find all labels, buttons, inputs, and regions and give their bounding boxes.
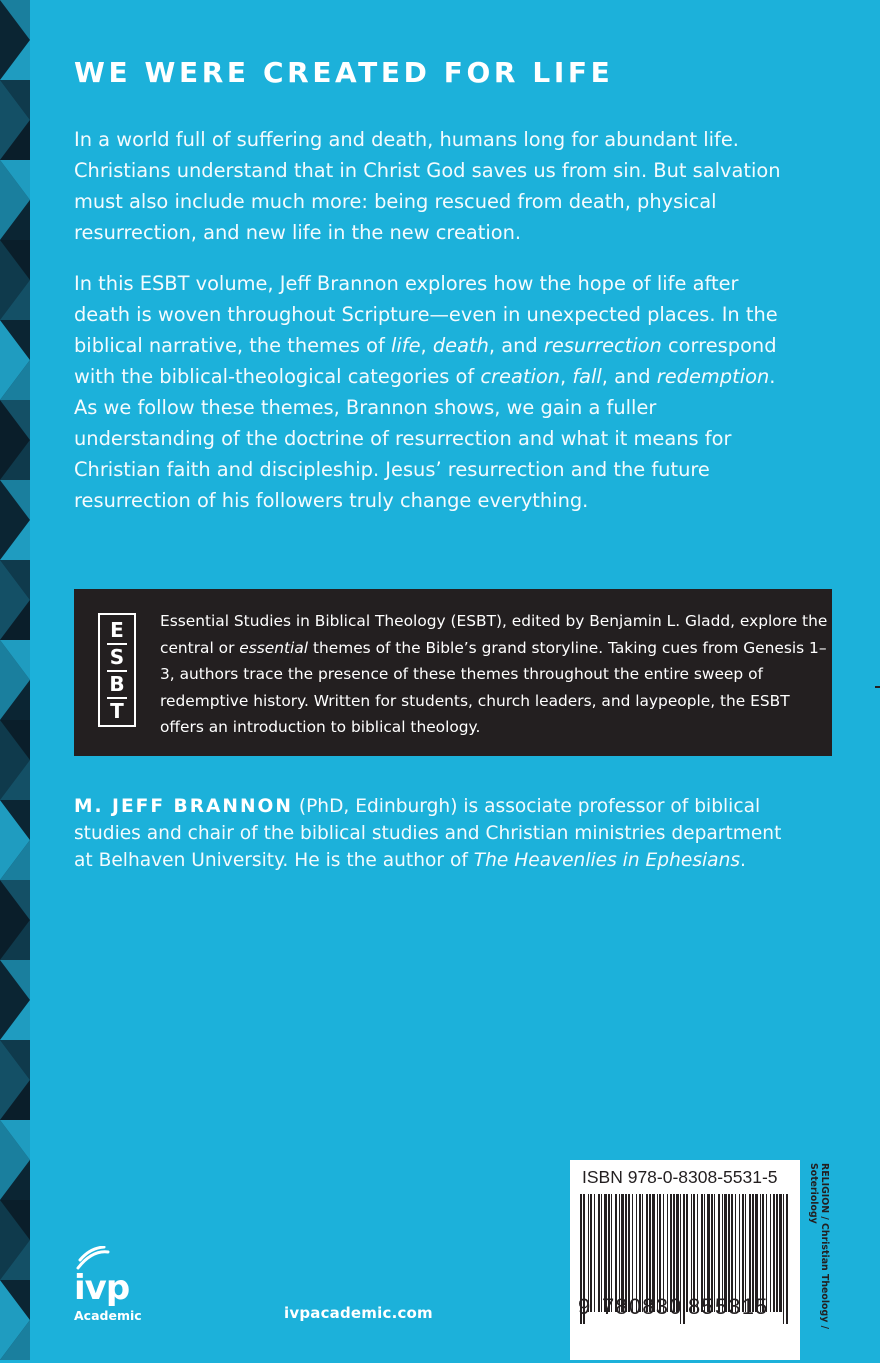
esbt-logo	[98, 613, 136, 727]
isbn-number: ISBN 978-0-8308-5531-5	[582, 1167, 778, 1187]
publisher-logo	[74, 1246, 144, 1326]
description-paragraph-1: In a world full of suffering and death, humans long for abundant life. Christians understand that in Christ God saves us from sin. But salvation must also include much more: being rescued from death, physical resurrection, and new life in the new creation.	[74, 128, 781, 244]
barcode-panel	[570, 1160, 800, 1360]
spine-pattern	[0, 0, 30, 1360]
publisher-website: ivpacademic.com	[284, 1304, 433, 1322]
esbt-logo-letter: T	[110, 699, 124, 723]
publisher-logo-subtext: Academic	[74, 1308, 142, 1323]
esbt-logo-letter: S	[109, 645, 125, 669]
esbt-logo-letter: B	[109, 672, 125, 696]
esbt-logo-letter: E	[110, 618, 124, 642]
trim-mark	[875, 686, 880, 688]
barcode-digits-left: 780830	[602, 1294, 683, 1319]
back-cover-heading: WE WERE CREATED FOR LIFE	[74, 56, 614, 89]
category-label-text: RELIGION / Christian Theology / Soteriology	[808, 1163, 830, 1329]
category-label	[806, 1163, 836, 1363]
series-info-box	[74, 589, 832, 756]
publisher-logo-text: ivp	[74, 1268, 130, 1308]
author-name: M. JEFF BRANNON	[74, 796, 293, 817]
series-description: Essential Studies in Biblical Theology (ESBT), edited by Benjamin L. Gladd, explore the central or essential themes of the Bible’s grand storyline. Taking cues from Genesis 1–3, authors trace the presence of these themes throughout the entire sweep of redemptive history. Written for students, church leaders, and laypeople, the ESBT offers an introduction to biblical theology.	[160, 612, 828, 736]
description-paragraph-2: In this ESBT volume, Jeff Brannon explores how the hope of life after death is woven throughout Scripture—even in unexpected places. In the biblical narrative, the themes of life, death, and resurrection correspond with the biblical-theological categories of creation, fall, and redemption. As we follow these themes, Brannon shows, we gain a fuller understanding of the doctrine of resurrection and what it means for Christian faith and discipleship. Jesus’ resurrection and the future resurrection of his followers truly change everything.	[74, 272, 778, 512]
author-bio: M. JEFF BRANNON (PhD, Edinburgh) is associate professor of biblical studies and chair of the biblical studies and Christian ministries department at Belhaven University. He is the author of The Heavenlies in Ephesians.	[74, 796, 782, 871]
barcode-digit-first: 9	[578, 1294, 591, 1319]
barcode-digits-right: 855315	[688, 1294, 769, 1319]
